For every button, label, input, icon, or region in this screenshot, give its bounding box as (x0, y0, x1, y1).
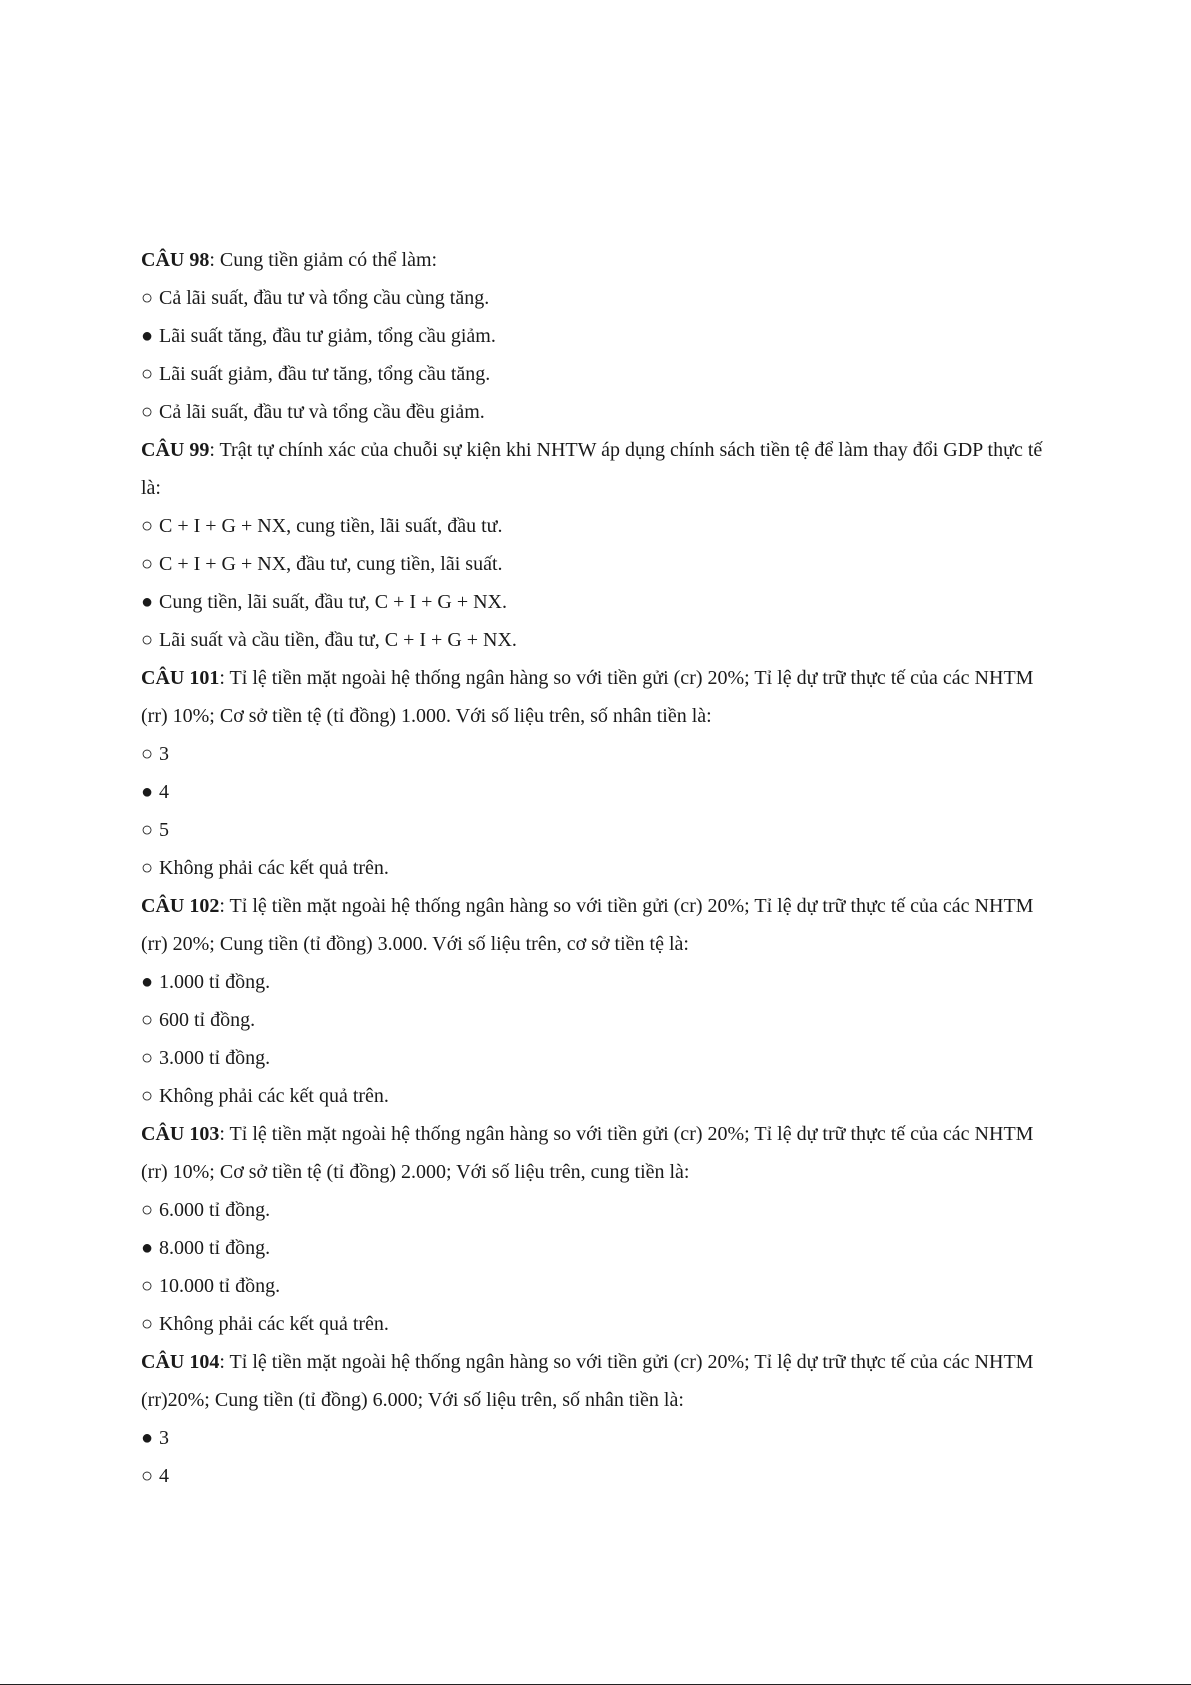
question-103 (141, 1115, 1061, 1343)
radio-empty-icon: ○ (141, 1085, 154, 1107)
option-b (141, 1457, 1061, 1495)
option-text: Lãi suất tăng, đầu tư giảm, tổng cầu giảm. (159, 325, 496, 347)
option-d (141, 393, 1061, 431)
question-body: : Tỉ lệ tiền mặt ngoài hệ thống ngân hàng so với tiền gửi (cr) 20%; Tỉ lệ dự trữ thực tế của các NHTM (rr)20%; Cung tiền (tỉ đồng) 6.000; Với số liệu trên, số nhân tiền là: (141, 1351, 1034, 1411)
option-a (141, 507, 1061, 545)
question-text (141, 1115, 1061, 1191)
option-a (141, 279, 1061, 317)
option-a (141, 963, 1061, 1001)
radio-empty-icon: ○ (141, 363, 154, 385)
option-c (141, 1039, 1061, 1077)
radio-empty-icon: ○ (141, 857, 154, 879)
radio-empty-icon: ○ (141, 1199, 154, 1221)
radio-empty-icon: ○ (141, 515, 154, 537)
option-c (141, 583, 1061, 621)
question-label: CÂU 99 (141, 439, 210, 461)
radio-filled-icon: ● (141, 591, 154, 613)
radio-filled-icon: ● (141, 1237, 154, 1259)
radio-empty-icon: ○ (141, 1465, 154, 1487)
option-text: Không phải các kết quả trên. (159, 1085, 389, 1107)
option-text: 5 (159, 819, 169, 841)
option-text: 3 (159, 1427, 169, 1449)
option-text: Cả lãi suất, đầu tư và tổng cầu cùng tăng. (159, 287, 490, 309)
option-text: 3 (159, 743, 169, 765)
option-text: 4 (159, 1465, 169, 1487)
option-b (141, 1001, 1061, 1039)
question-label: CÂU 102 (141, 895, 220, 917)
option-text: Không phải các kết quả trên. (159, 857, 389, 879)
radio-empty-icon: ○ (141, 1313, 154, 1335)
question-101 (141, 659, 1061, 887)
question-label: CÂU 104 (141, 1351, 220, 1373)
option-text: 3.000 tỉ đồng. (159, 1047, 271, 1069)
question-text (141, 659, 1061, 735)
question-body: : Trật tự chính xác của chuỗi sự kiện khi NHTW áp dụng chính sách tiền tệ để làm thay đổi GDP thực tế là: (141, 439, 1043, 499)
option-c (141, 1267, 1061, 1305)
option-text: 8.000 tỉ đồng. (159, 1237, 271, 1259)
option-d (141, 1305, 1061, 1343)
question-label: CÂU 98 (141, 249, 210, 271)
option-text: C + I + G + NX, cung tiền, lãi suất, đầu tư. (159, 515, 503, 537)
option-text: Cả lãi suất, đầu tư và tổng cầu đều giảm. (159, 401, 485, 423)
option-b (141, 773, 1061, 811)
question-label: CÂU 101 (141, 667, 220, 689)
question-body: : Tỉ lệ tiền mặt ngoài hệ thống ngân hàng so với tiền gửi (cr) 20%; Tỉ lệ dự trữ thực tế của các NHTM (rr) 10%; Cơ sở tiền tệ (tỉ đồng) 1.000. Với số liệu trên, số nhân tiền là: (141, 667, 1034, 727)
radio-empty-icon: ○ (141, 743, 154, 765)
radio-empty-icon: ○ (141, 629, 154, 651)
radio-filled-icon: ● (141, 971, 154, 993)
option-d (141, 849, 1061, 887)
option-text: Lãi suất và cầu tiền, đầu tư, C + I + G + NX. (159, 629, 517, 651)
question-body: : Tỉ lệ tiền mặt ngoài hệ thống ngân hàng so với tiền gửi (cr) 20%; Tỉ lệ dự trữ thực tế của các NHTM (rr) 10%; Cơ sở tiền tệ (tỉ đồng) 2.000; Với số liệu trên, cung tiền là: (141, 1123, 1034, 1183)
option-c (141, 355, 1061, 393)
option-text: 1.000 tỉ đồng. (159, 971, 271, 993)
radio-filled-icon: ● (141, 1427, 154, 1449)
option-c (141, 811, 1061, 849)
option-a (141, 1191, 1061, 1229)
option-text: Không phải các kết quả trên. (159, 1313, 389, 1335)
option-text: 10.000 tỉ đồng. (159, 1275, 281, 1297)
question-text (141, 241, 1061, 279)
radio-empty-icon: ○ (141, 553, 154, 575)
radio-filled-icon: ● (141, 325, 154, 347)
radio-empty-icon: ○ (141, 1275, 154, 1297)
radio-empty-icon: ○ (141, 819, 154, 841)
option-text: 600 tỉ đồng. (159, 1009, 256, 1031)
option-text: Cung tiền, lãi suất, đầu tư, C + I + G + NX. (159, 591, 507, 613)
option-text: Lãi suất giảm, đầu tư tăng, tổng cầu tăng. (159, 363, 491, 385)
question-body: : Cung tiền giảm có thể làm: (209, 249, 438, 271)
question-102 (141, 887, 1061, 1115)
option-b (141, 1229, 1061, 1267)
document-page (141, 241, 1061, 1495)
option-text: 4 (159, 781, 169, 803)
radio-filled-icon: ● (141, 781, 154, 803)
radio-empty-icon: ○ (141, 1047, 154, 1069)
question-104 (141, 1343, 1061, 1495)
radio-empty-icon: ○ (141, 401, 154, 423)
question-98 (141, 241, 1061, 431)
question-label: CÂU 103 (141, 1123, 220, 1145)
question-text (141, 431, 1061, 507)
question-99 (141, 431, 1061, 659)
radio-empty-icon: ○ (141, 287, 154, 309)
option-d (141, 1077, 1061, 1115)
option-b (141, 317, 1061, 355)
question-text (141, 1343, 1061, 1419)
option-a (141, 1419, 1061, 1457)
question-text (141, 887, 1061, 963)
option-text: 6.000 tỉ đồng. (159, 1199, 271, 1221)
option-b (141, 545, 1061, 583)
radio-empty-icon: ○ (141, 1009, 154, 1031)
option-a (141, 735, 1061, 773)
option-d (141, 621, 1061, 659)
option-text: C + I + G + NX, đầu tư, cung tiền, lãi suất. (159, 553, 503, 575)
question-body: : Tỉ lệ tiền mặt ngoài hệ thống ngân hàng so với tiền gửi (cr) 20%; Tỉ lệ dự trữ thực tế của các NHTM (rr) 20%; Cung tiền (tỉ đồng) 3.000. Với số liệu trên, cơ sở tiền tệ là: (141, 895, 1034, 955)
